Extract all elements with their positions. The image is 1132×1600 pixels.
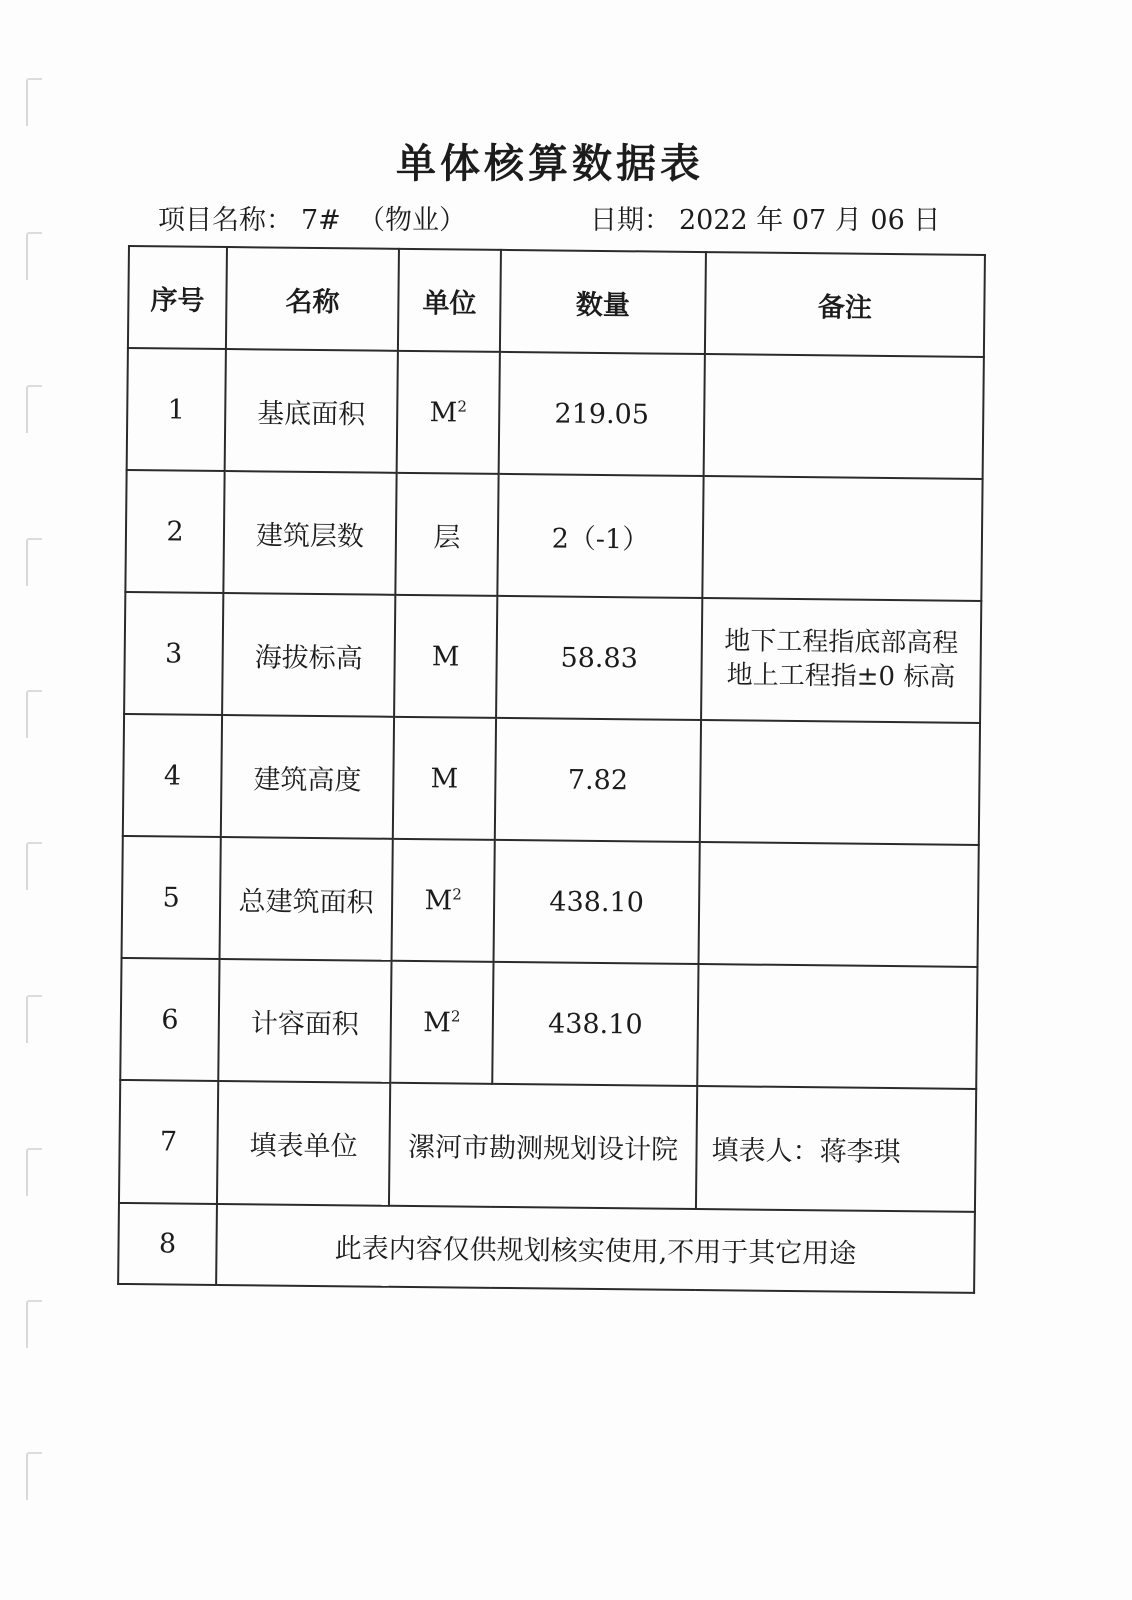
project-value: 7# （物业） xyxy=(301,205,466,236)
unit-superscript: 2 xyxy=(457,396,468,416)
unit-text: M xyxy=(423,1007,452,1039)
unit-superscript: 2 xyxy=(450,1007,461,1026)
unit-text: 层 xyxy=(433,521,461,554)
cell-name: 总建筑面积 xyxy=(220,837,393,961)
cell-remark xyxy=(700,720,980,845)
cell-name: 海拔标高 xyxy=(222,593,395,717)
remark-line: 地上工程指±0 标高 xyxy=(726,660,956,693)
document-title: 单体核算数据表 xyxy=(396,140,704,187)
cell-name: 计容面积 xyxy=(218,959,391,1083)
cell-quantity: 438.10 xyxy=(492,962,698,1086)
cell-quantity: 58.83 xyxy=(496,596,702,720)
cell-remark xyxy=(704,354,984,479)
table-row xyxy=(127,348,984,479)
binding-hole-mark xyxy=(26,538,42,586)
table-row xyxy=(125,470,982,601)
cell-remark xyxy=(697,964,977,1089)
cell-no: 6 xyxy=(120,958,219,1081)
cell-organization: 漯河市勘测规划设计院 xyxy=(389,1083,697,1208)
cell-unit xyxy=(395,473,498,596)
unit-text: M xyxy=(431,640,460,673)
cell-unit xyxy=(393,717,496,840)
header-cell-name: 名称 xyxy=(226,247,399,351)
cell-unit xyxy=(394,595,497,718)
unit-text: M xyxy=(424,884,453,917)
header-cell-unit: 单位 xyxy=(398,249,501,352)
table-row xyxy=(122,836,979,967)
unit-superscript: 2 xyxy=(452,885,462,904)
cell-remark xyxy=(701,598,981,723)
project-name xyxy=(158,198,466,237)
cell-quantity: 438.10 xyxy=(494,840,700,964)
table-row xyxy=(119,1080,976,1211)
table-header-row xyxy=(128,246,985,357)
binding-hole-mark xyxy=(26,690,42,738)
cell-no: 2 xyxy=(125,470,224,593)
cell-no: 5 xyxy=(122,836,221,959)
cell-quantity: 219.05 xyxy=(499,352,705,476)
document-date xyxy=(590,198,940,237)
date-label: 日期： xyxy=(590,205,671,236)
cell-unit xyxy=(390,961,493,1084)
cell-no: 7 xyxy=(119,1080,218,1203)
cell-no: 3 xyxy=(124,592,223,715)
cell-name: 填表单位 xyxy=(217,1081,390,1205)
cell-unit xyxy=(397,351,500,474)
cell-no: 4 xyxy=(123,714,222,837)
binding-hole-mark xyxy=(26,842,42,890)
cell-unit xyxy=(392,839,495,962)
binding-hole-mark xyxy=(26,995,42,1043)
table-row xyxy=(118,1203,975,1293)
data-table xyxy=(117,245,986,1294)
cell-quantity: 2（-1） xyxy=(497,474,703,598)
cell-remark xyxy=(698,842,978,967)
cell-name: 建筑层数 xyxy=(223,471,396,595)
binding-hole-mark xyxy=(26,78,42,126)
binding-hole-mark xyxy=(26,1452,42,1500)
binding-hole-mark xyxy=(26,232,42,280)
table-row xyxy=(123,714,980,845)
binding-hole-mark xyxy=(26,1148,42,1196)
header-cell-remark: 备注 xyxy=(705,252,985,357)
header-cell-no: 序号 xyxy=(128,246,227,349)
cell-name: 基底面积 xyxy=(225,349,398,473)
remark-line: 地下工程指底部高程 xyxy=(724,626,959,660)
binding-hole-mark xyxy=(26,385,42,433)
unit-text: M xyxy=(429,396,458,428)
cell-usage-note: 此表内容仅供规划核实使用,不用于其它用途 xyxy=(216,1204,975,1293)
cell-no: 8 xyxy=(118,1203,217,1285)
header-cell-quantity: 数量 xyxy=(500,250,706,354)
cell-no: 1 xyxy=(127,348,226,471)
cell-name: 建筑高度 xyxy=(221,715,394,839)
cell-filler: 填表人：蒋李琪 xyxy=(696,1086,976,1211)
cell-remark xyxy=(702,476,982,601)
project-label: 项目名称： xyxy=(158,205,293,236)
unit-text: M xyxy=(430,762,459,795)
cell-quantity: 7.82 xyxy=(495,718,701,842)
table-row xyxy=(120,958,977,1089)
date-value: 2022 年 07 月 06 日 xyxy=(679,205,941,236)
table-row xyxy=(124,592,981,723)
binding-hole-mark xyxy=(26,1300,42,1348)
